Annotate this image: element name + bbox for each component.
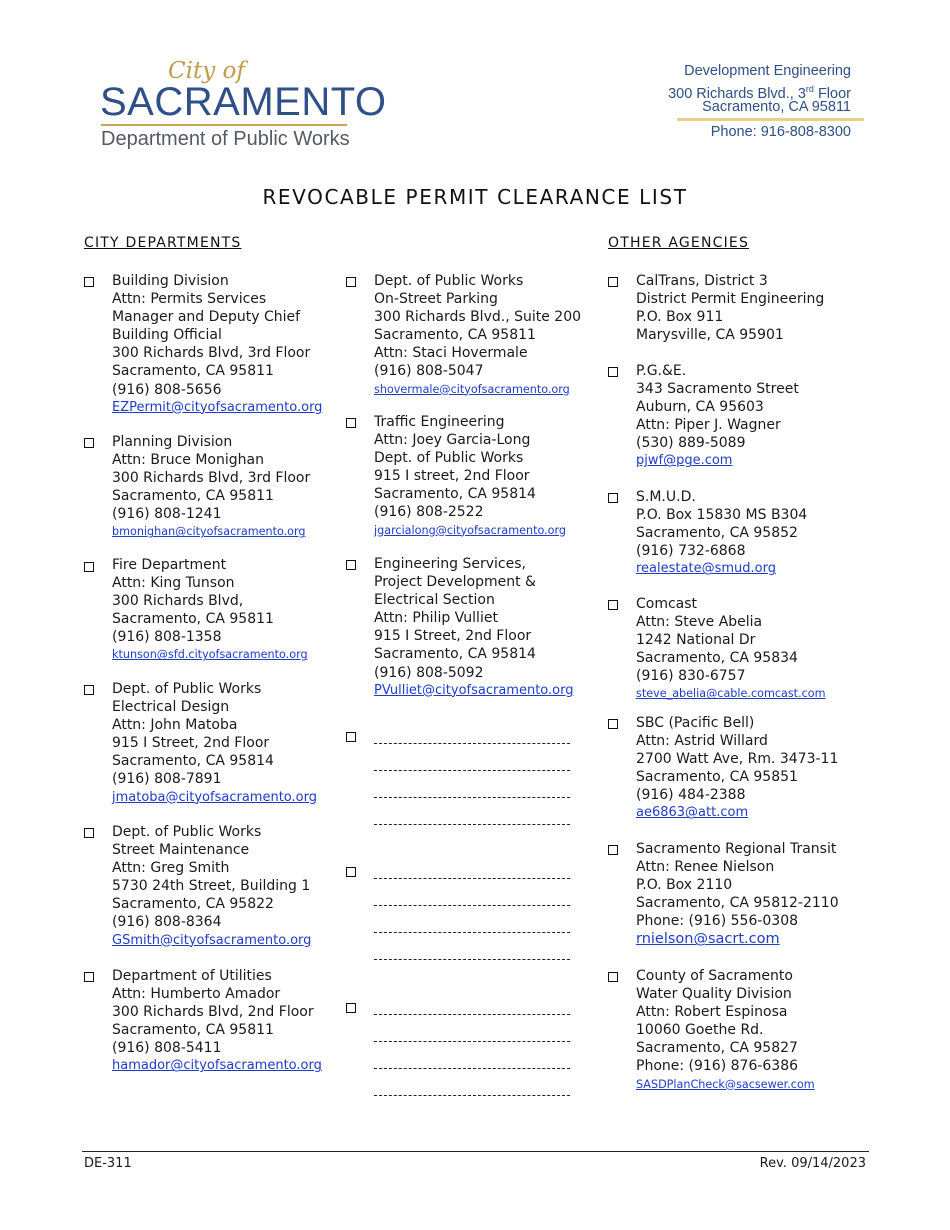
email-link[interactable]: SASDPlanCheck@sacsewer.com: [636, 1077, 815, 1091]
blank-field-line[interactable]: [374, 770, 570, 771]
blank-field-line[interactable]: [374, 905, 570, 906]
checkbox-department-of-utilities[interactable]: [84, 972, 94, 982]
entry-comcast: Comcast Attn: Steve Abelia 1242 National Dr Sacramento, CA 95834 (916) 830-6757 steve_abelia@cable.comcast.com: [636, 595, 826, 704]
logo-department: Department of Public Works: [101, 128, 350, 150]
entry-fire-department: Fire Department Attn: King Tunson 300 Richards Blvd, Sacramento, CA 95811 (916) 808-1358 ktunson@sfd.cityofsacramento.org: [112, 556, 308, 665]
email-link[interactable]: shovermale@cityofsacramento.org: [374, 382, 570, 396]
entry-planning-division: Planning Division Attn: Bruce Monighan 300 Richards Blvd, 3rd Floor Sacramento, CA 95811 (916) 808-1241 bmonighan@cityofsacramento.org: [112, 433, 310, 542]
logo-city-of: City of: [168, 58, 245, 84]
checkbox-building-division[interactable]: [84, 277, 94, 287]
section-other-agencies: OTHER AGENCIES: [608, 235, 750, 251]
entry-sbc: SBC (Pacific Bell) Attn: Astrid Willard 2700 Watt Ave, Rm. 3473-11 Sacramento, CA 95851 (916) 484-2388 ae6863@att.com: [636, 714, 838, 823]
checkbox-pge[interactable]: [608, 367, 618, 377]
email-link[interactable]: jmatoba@cityofsacramento.org: [112, 789, 317, 805]
checkbox-regional-transit[interactable]: [608, 845, 618, 855]
email-link[interactable]: steve_abelia@cable.comcast.com: [636, 687, 826, 701]
entry-county-of-sacramento: County of Sacramento Water Quality Division Attn: Robert Espinosa 10060 Goethe Rd. Sacramento, CA 95827 Phone: (916) 876-6386 SASDPlanCheck@sacsewer.com: [636, 967, 815, 1094]
email-link[interactable]: pjwf@pge.com: [636, 453, 733, 469]
entry-pge: P.G.&E. 343 Sacramento Street Auburn, CA 95603 Attn: Piper J. Wagner (530) 889-5089 pjwf@pge.com: [636, 362, 799, 471]
checkbox-electrical-design[interactable]: [84, 685, 94, 695]
email-link[interactable]: jgarcialong@cityofsacramento.org: [374, 523, 567, 537]
checkbox-comcast[interactable]: [608, 600, 618, 610]
checkbox-on-street-parking[interactable]: [346, 277, 356, 287]
checkbox-fire-department[interactable]: [84, 562, 94, 572]
email-link[interactable]: ae6863@att.com: [636, 805, 749, 821]
footer-divider: [82, 1151, 869, 1152]
blank-field-line[interactable]: [374, 824, 570, 825]
blank-field-line[interactable]: [374, 932, 570, 933]
entry-traffic-engineering: Traffic Engineering Attn: Joey Garcia-Long Dept. of Public Works 915 I street, 2nd Floor Sacramento, CA 95814 (916) 808-2522 jgarcialong@cityofsacramento.org: [374, 413, 566, 540]
blank-field-line[interactable]: [374, 878, 570, 879]
form-id: DE-311: [84, 1156, 132, 1171]
checkbox-planning-division[interactable]: [84, 438, 94, 448]
email-link[interactable]: bmonighan@cityofsacramento.org: [112, 525, 306, 539]
blank-field-line[interactable]: [374, 1068, 570, 1069]
section-city-departments: CITY DEPARTMENTS: [84, 235, 242, 251]
email-link[interactable]: GSmith@cityofsacramento.org: [112, 932, 312, 948]
entry-smud: S.M.U.D. P.O. Box 15830 MS B304 Sacramento, CA 95852 (916) 732-6868 realestate@smud.org: [636, 488, 807, 578]
blank-field-line[interactable]: [374, 797, 570, 798]
checkbox-sbc[interactable]: [608, 719, 618, 729]
checkbox-blank-2[interactable]: [346, 867, 356, 877]
blank-field-line[interactable]: [374, 743, 570, 744]
entry-regional-transit: Sacramento Regional Transit Attn: Renee Nielson P.O. Box 2110 Sacramento, CA 95812-2110 Phone: (916) 556-0308 rnielson@sacrt.com: [636, 841, 839, 948]
logo-divider: [101, 124, 347, 126]
email-link[interactable]: realestate@smud.org: [636, 561, 776, 577]
checkbox-smud[interactable]: [608, 493, 618, 503]
checkbox-county-of-sacramento[interactable]: [608, 972, 618, 982]
checkbox-traffic-engineering[interactable]: [346, 418, 356, 428]
email-link[interactable]: EZPermit@cityofsacramento.org: [112, 399, 323, 415]
blank-field-line[interactable]: [374, 959, 570, 960]
entry-engineering-services: Engineering Services, Project Development & Electrical Section Attn: Philip Vulliet 915 I Street, 2nd Floor Sacramento, CA 95814 (916) 808-5092 PVulliet@cityofsacramento.org: [374, 555, 573, 700]
entry-on-street-parking: Dept. of Public Works On-Street Parking 300 Richards Blvd., Suite 200 Sacramento, CA 95811 Attn: Staci Hovermale (916) 808-5047 shovermale@cityofsacramento.org: [374, 272, 581, 399]
checkbox-caltrans[interactable]: [608, 277, 618, 287]
header-unit: Development Engineering: [684, 63, 851, 79]
blank-field-line[interactable]: [374, 1095, 570, 1096]
entry-electrical-design: Dept. of Public Works Electrical Design Attn: John Matoba 915 I Street, 2nd Floor Sacramento, CA 95814 (916) 808-7891 jmatoba@cityofsacramento.org: [112, 680, 317, 807]
blank-field-line[interactable]: [374, 1014, 570, 1015]
email-link[interactable]: rnielson@sacrt.com: [636, 931, 780, 948]
entry-street-maintenance: Dept. of Public Works Street Maintenance Attn: Greg Smith 5730 24th Street, Building 1 Sacramento, CA 95822 (916) 808-8364 GSmith@cityofsacramento.org: [112, 823, 311, 950]
entry-building-division: Building Division Attn: Permits Services Manager and Deputy Chief Building Official 300 Richards Blvd, 3rd Floor Sacramento, CA 95811 (916) 808-5656 EZPermit@cityofsacramento.org: [112, 272, 322, 417]
entry-department-of-utilities: Department of Utilities Attn: Humberto Amador 300 Richards Blvd, 2nd Floor Sacramento, CA 95811 (916) 808-5411 hamador@cityofsacramento.org: [112, 967, 322, 1076]
email-link[interactable]: PVulliet@cityofsacramento.org: [374, 682, 574, 698]
logo-sacramento: SACRAMENTO: [100, 80, 387, 124]
blank-field-line[interactable]: [374, 1041, 570, 1042]
header-city: Sacramento, CA 95811: [702, 99, 851, 115]
email-link[interactable]: ktunson@sfd.cityofsacramento.org: [112, 648, 308, 662]
email-link[interactable]: hamador@cityofsacramento.org: [112, 1058, 322, 1074]
entry-caltrans: CalTrans, District 3 District Permit Engineering P.O. Box 911 Marysville, CA 95901: [636, 273, 825, 344]
checkbox-blank-1[interactable]: [346, 732, 356, 742]
page-title: REVOCABLE PERMIT CLEARANCE LIST: [262, 185, 688, 209]
header-address: 300 Richards Blvd., 3rd Floor: [668, 84, 851, 102]
checkbox-engineering-services[interactable]: [346, 560, 356, 570]
header-divider: [677, 118, 864, 121]
checkbox-street-maintenance[interactable]: [84, 828, 94, 838]
header-phone: Phone: 916-808-8300: [710, 124, 851, 140]
checkbox-blank-3[interactable]: [346, 1003, 356, 1013]
revision-date: Rev. 09/14/2023: [759, 1156, 866, 1171]
